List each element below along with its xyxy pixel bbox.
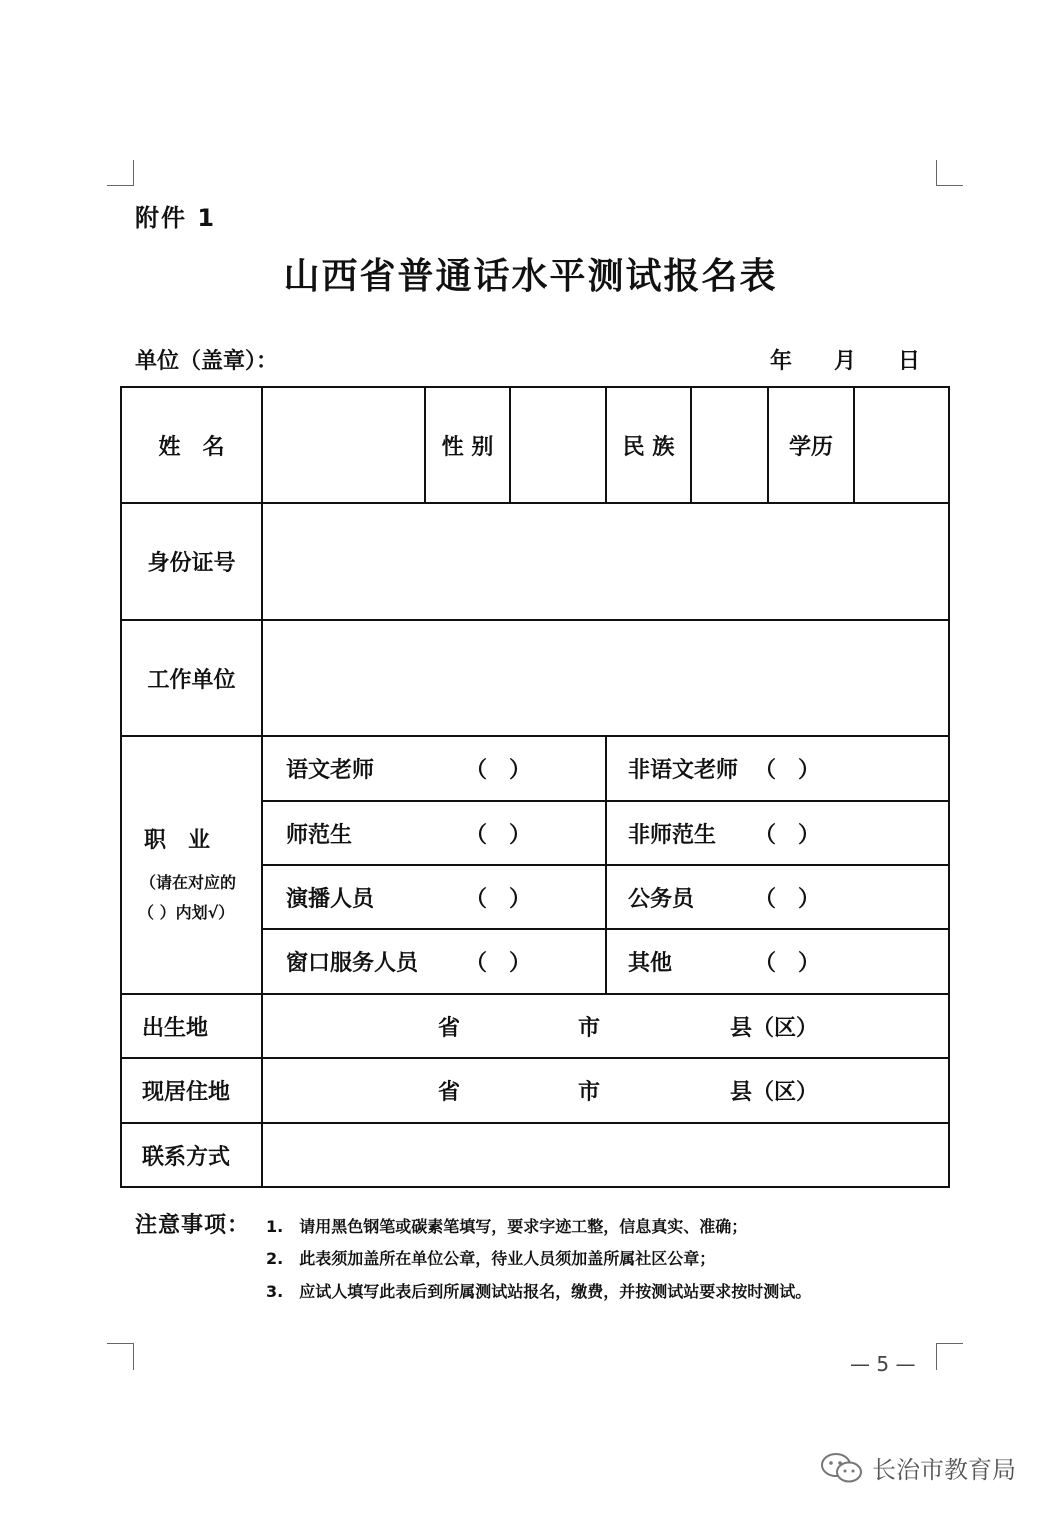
row-divider	[120, 1057, 950, 1059]
birthplace-city[interactable]: 市	[578, 1015, 601, 1041]
occupation-checkbox[interactable]: （ ）	[465, 758, 532, 783]
gender-label: 性 别	[441, 434, 494, 460]
occupation-option-label: 窗口服务人员	[286, 951, 419, 976]
crop-mark-bottom-right	[936, 1343, 963, 1370]
gender-field[interactable]	[511, 388, 605, 502]
name-label: 姓 名	[158, 434, 225, 460]
occupation-hint-line1: （请在对应的	[140, 873, 237, 892]
occupation-col-divider	[605, 735, 607, 994]
date-month: 月	[834, 349, 857, 374]
name-field[interactable]	[263, 388, 424, 502]
note-item: 2. 此表须加盖所在单位公章，待业人员须加盖所属社区公章；	[266, 1249, 716, 1268]
contact-label: 联系方式	[142, 1144, 231, 1170]
education-field[interactable]	[855, 388, 948, 502]
id-number-field[interactable]	[263, 504, 948, 619]
crop-mark-top-left	[107, 160, 134, 186]
occupation-label-cell	[122, 737, 261, 993]
ethnicity-field[interactable]	[692, 388, 767, 502]
birthplace-label: 出生地	[142, 1015, 209, 1041]
table-border-right	[948, 386, 950, 1188]
date-year: 年	[770, 349, 793, 374]
page-number: — 5 —	[850, 1352, 916, 1376]
work-unit-label: 工作单位	[147, 667, 236, 693]
occupation-option-label: 语文老师	[286, 758, 375, 783]
id-number-label: 身份证号	[147, 551, 236, 576]
note-item: 3. 应试人填写此表后到所属测试站报名，缴费，并按测试站要求按时测试。	[266, 1282, 812, 1301]
residence-province[interactable]: 省	[438, 1080, 461, 1105]
contact-field[interactable]	[263, 1124, 948, 1186]
occupation-checkbox[interactable]: （ ）	[754, 886, 821, 912]
occupation-checkbox[interactable]: （ ）	[465, 886, 532, 912]
date-day: 日	[898, 349, 921, 374]
occupation-option-label: 其他	[628, 951, 673, 976]
table-border-bottom	[120, 1186, 950, 1188]
residence-county[interactable]: 县（区）	[730, 1080, 819, 1105]
occupation-checkbox[interactable]: （ ）	[754, 951, 821, 976]
occupation-checkbox[interactable]: （ ）	[465, 822, 532, 848]
occupation-checkbox[interactable]: （ ）	[754, 822, 821, 848]
education-label: 学历	[788, 434, 833, 460]
occupation-label: 职 业	[144, 828, 211, 853]
watermark-text: 长治市教育局	[872, 1456, 1016, 1484]
row-divider	[120, 993, 950, 995]
occupation-option-label: 公务员	[628, 886, 695, 912]
attachment-label: 附件 1	[135, 204, 217, 232]
crop-mark-top-right	[936, 160, 963, 186]
page-title: 山西省普通话水平测试报名表	[283, 256, 778, 297]
registration-form-table	[120, 386, 950, 1188]
occupation-option-label: 师范生	[286, 822, 353, 848]
ethnicity-label: 民 族	[622, 434, 675, 460]
occupation-option-label: 演播人员	[286, 886, 375, 912]
crop-mark-bottom-left	[107, 1343, 134, 1370]
birthplace-province[interactable]: 省	[438, 1015, 461, 1041]
wechat-icon	[820, 1451, 864, 1485]
work-unit-field[interactable]	[263, 621, 948, 735]
occupation-option-label: 非语文老师	[628, 758, 739, 783]
notes-heading: 注意事项：	[135, 1213, 251, 1238]
occupation-checkbox[interactable]: （ ）	[754, 758, 821, 783]
occupation-hint-line2: （ ）内划√）	[138, 903, 235, 922]
residence-label: 现居住地	[142, 1080, 231, 1105]
unit-seal-label: 单位（盖章）：	[135, 349, 279, 374]
birthplace-county[interactable]: 县（区）	[730, 1015, 819, 1041]
watermark	[820, 1450, 1016, 1485]
residence-city[interactable]: 市	[578, 1080, 601, 1105]
occupation-checkbox[interactable]: （ ）	[465, 951, 532, 976]
note-item: 1. 请用黑色钢笔或碳素笔填写，要求字迹工整，信息真实、准确；	[266, 1217, 748, 1236]
occupation-option-label: 非师范生	[628, 822, 717, 848]
